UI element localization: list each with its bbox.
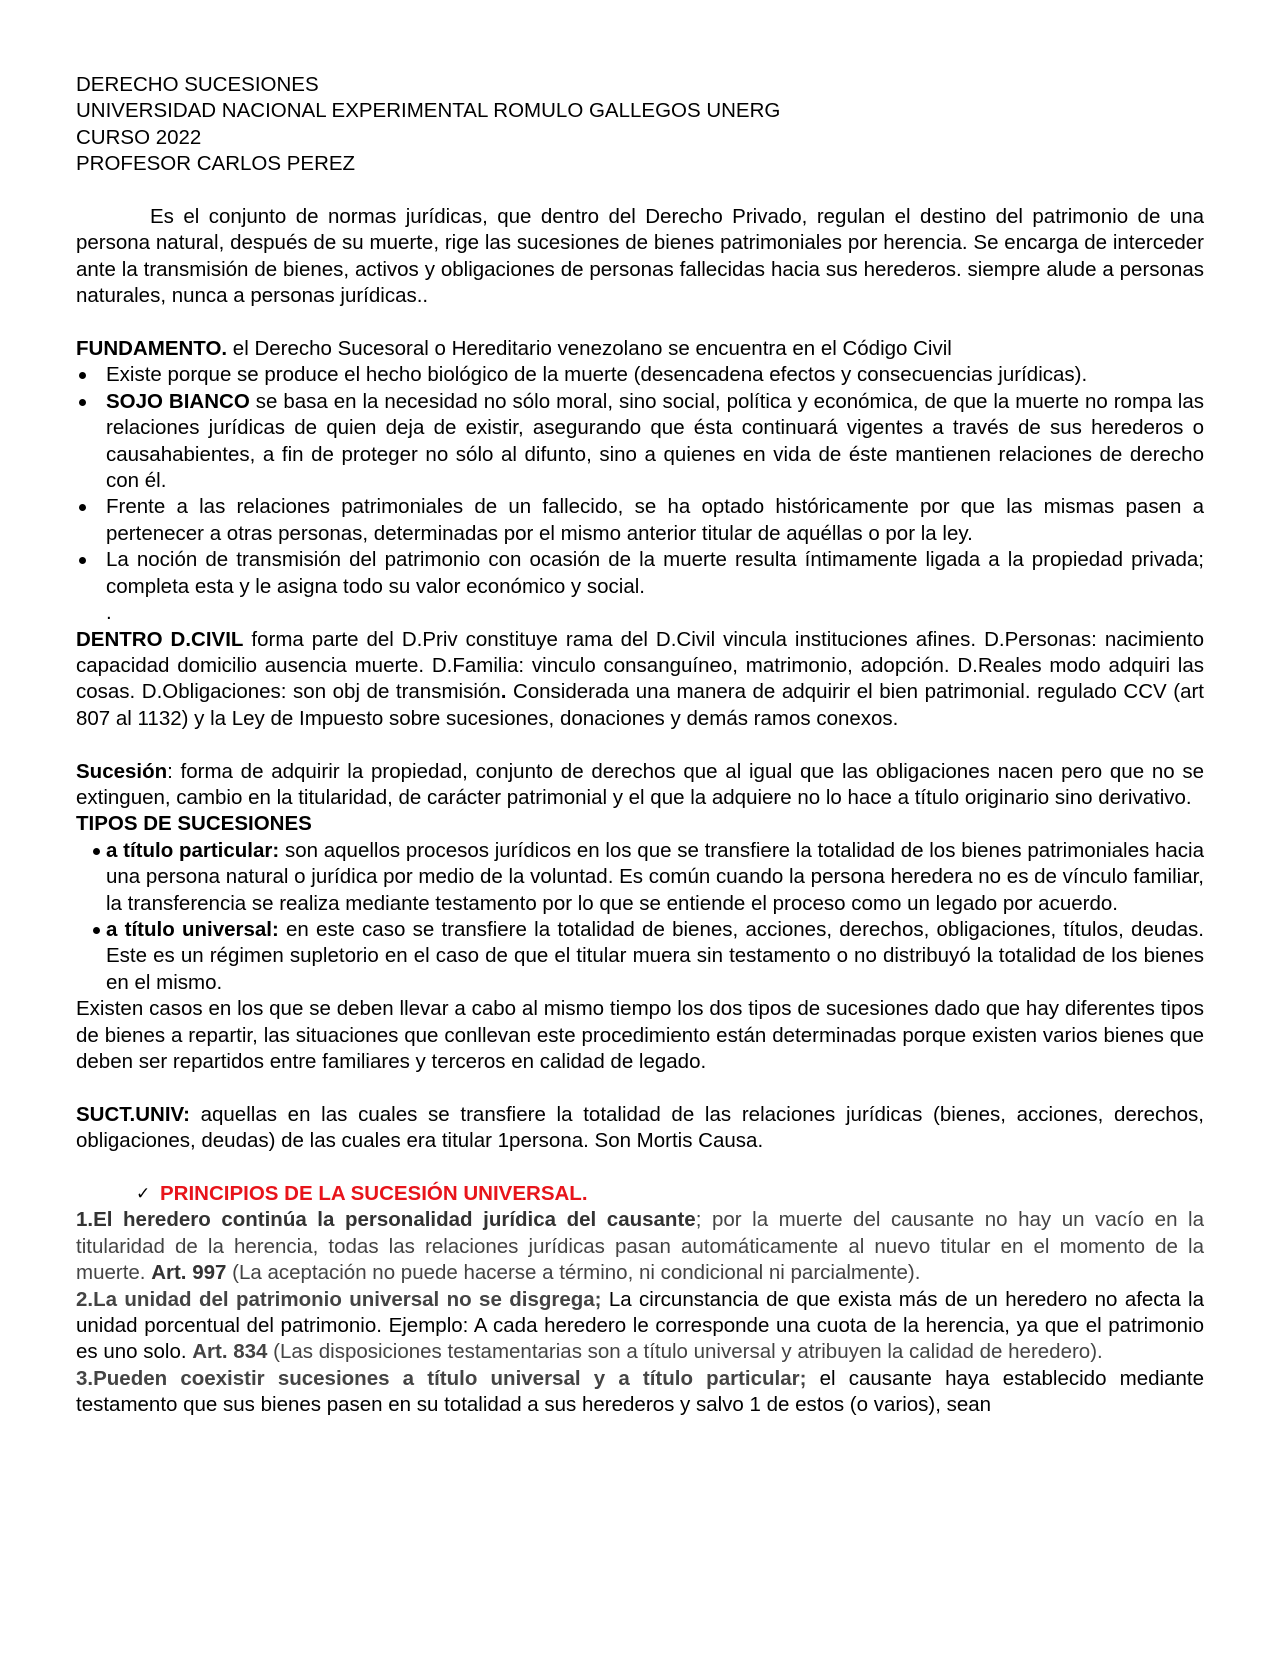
list-item: Existe porque se produce el hecho biológico de la muerte (desencadena efectos y consecuencias jurídicas). [76, 362, 1204, 388]
principio-1: 1.El heredero continúa la personalidad jurídica del causante; por la muerte del causante no hay un vacío en la titularidad de la herencia, todas las relaciones jurídicas pasan automáticamente al nuevo titular en el momento de la muerte. Art. 997 (La aceptación no puede hacerse a término, ni condicional ni parcialmente). [76, 1208, 1204, 1285]
bullet-icon [93, 927, 100, 934]
intro-paragraph: Es el conjunto de normas jurídicas, que dentro del Derecho Privado, regulan el destino del patrimonio de una persona natural, después de su muerte, rige las sucesiones de bienes patrimoniales por herencia. Se encarga de interceder ante la transmisión de bienes, activos y obligaciones de personas fallecidas hacia sus herederos. siempre alude a personas naturales, nunca a personas jurídicas.. [76, 205, 1204, 308]
tipos-closing-paragraph: Existen casos en los que se deben llevar a cabo al mismo tiempo los dos tipos de sucesiones dado que hay diferentes tipos de bienes a repartir, las situaciones que conllevan este procedimiento están determinadas porque existen varios bienes que deben ser repartidos entre familiares y terceros en calidad de legado. [76, 997, 1204, 1073]
bullet-icon [79, 372, 86, 379]
list-item: SOJO BIANCO se basa en la necesidad no sólo moral, sino social, política y económica, de que la muerte no rompa las relaciones jurídicas de quien deja de existir, asegurando que ésta continuará vigentes a través de sus herederos o causahabientes, a fin de proteger no sólo al difunto, sino a quienes en vida de éste mantienen relaciones de derecho con él. [76, 389, 1204, 495]
fundamento-text: el Derecho Sucesoral o Hereditario venezolano se encuentra en el Código Civil [227, 337, 952, 361]
course-title: DERECHO SUCESIONES [76, 73, 319, 96]
checkmark-icon: ✓ [136, 1183, 151, 1204]
dentro-paragraph: DENTRO D.CIVIL forma parte del D.Priv constituye rama del D.Civil vincula instituciones afines. D.Personas: nacimiento capacidad domicilio ausencia muerte. D.Familia: vinculo consanguíneo, matrimonio, adopción. D.Reales modo adquiri las cosas. D.Obligaciones: son obj de transmisión. Considerada una manera de adquirir el bien patrimonial. regulado CCV (art 807 al 1132) y la Ley de Impuesto sobre sucesiones, donaciones y demás ramos conexos. [76, 627, 1204, 730]
tipos-heading: TIPOS DE SUCESIONES [76, 812, 312, 836]
fundamento-paragraph [76, 336, 1204, 362]
fundamento-list [76, 362, 1204, 600]
professor-name: PROFESOR CARLOS PEREZ [76, 152, 356, 176]
trailing-dot: . [106, 601, 112, 625]
bullet-icon [79, 557, 86, 564]
university-name: UNIVERSIDAD NACIONAL EXPERIMENTAL ROMULO GALLEGOS UNERG [76, 99, 781, 123]
list-item: a título particular: son aquellos procesos jurídicos en los que se transfiere la totalidad de los bienes patrimoniales hacia una persona natural o jurídica por medio de la voluntad. Es común cuando la persona heredera no es de vínculo familiar, la transferencia se realiza mediante testamento por lo que se entiende el proceso como un legado por acuerdo. [76, 838, 1204, 917]
list-item: Frente a las relaciones patrimoniales de un fallecido, se ha optado históricamente por que las mismas pasen a pertenecer a otras personas, determinadas por el mismo anterior titular de aquéllas o por la ley. [76, 494, 1204, 547]
list-item: a título universal: en este caso se transfiere la totalidad de bienes, acciones, derechos, obligaciones, títulos, deudas. Este es un régimen supletorio en el caso de que el titular muera sin testamento o no distribuyó la totalidad de los bienes en el mismo. [76, 917, 1204, 996]
bullet-icon [93, 848, 100, 855]
tipos-list [76, 838, 1204, 996]
course-year: CURSO 2022 [76, 125, 202, 149]
principio-2: 2.La unidad del patrimonio universal no se disgrega; La circunstancia de que exista más de un heredero no afecta la unidad porcentual del patrimonio. Ejemplo: A cada heredero le corresponde una cuota de la herencia, ya que el patrimonio es uno solo. Art. 834 (Las disposiciones testamentarias son a título universal y atribuyen la calidad de heredero). [76, 1287, 1204, 1364]
principio-3: 3.Pueden coexistir sucesiones a título universal y a título particular; el causante haya establecido mediante testamento que sus bienes pasen en su totalidad a sus herederos y salvo 1 de estos (o varios), sean [76, 1366, 1204, 1417]
bullet-icon [79, 504, 86, 511]
principios-heading: ✓ PRINCIPIOS DE LA SUCESIÓN UNIVERSAL. [76, 1181, 1204, 1207]
suct-paragraph: SUCT.UNIV: aquellas en las cuales se transfiere la totalidad de las relaciones jurídicas (bienes, acciones, derechos, obligaciones, deudas) de las cuales era titular 1persona. Son Mortis Causa. [76, 1102, 1204, 1153]
document-header [76, 72, 1204, 178]
sucesion-paragraph: Sucesión: forma de adquirir la propiedad, conjunto de derechos que al igual que las obligaciones nacen pero que no se extinguen, cambio en la titularidad, de carácter patrimonial y el que la adquiere no lo hace a título originario sino derivativo. [76, 759, 1204, 809]
fundamento-label: FUNDAMENTO. [76, 337, 228, 361]
list-item: La noción de transmisión del patrimonio con ocasión de la muerte resulta íntimamente ligada a la propiedad privada; completa esta y le asigna todo su valor económico y social. [76, 547, 1204, 600]
bullet-icon [79, 399, 86, 406]
